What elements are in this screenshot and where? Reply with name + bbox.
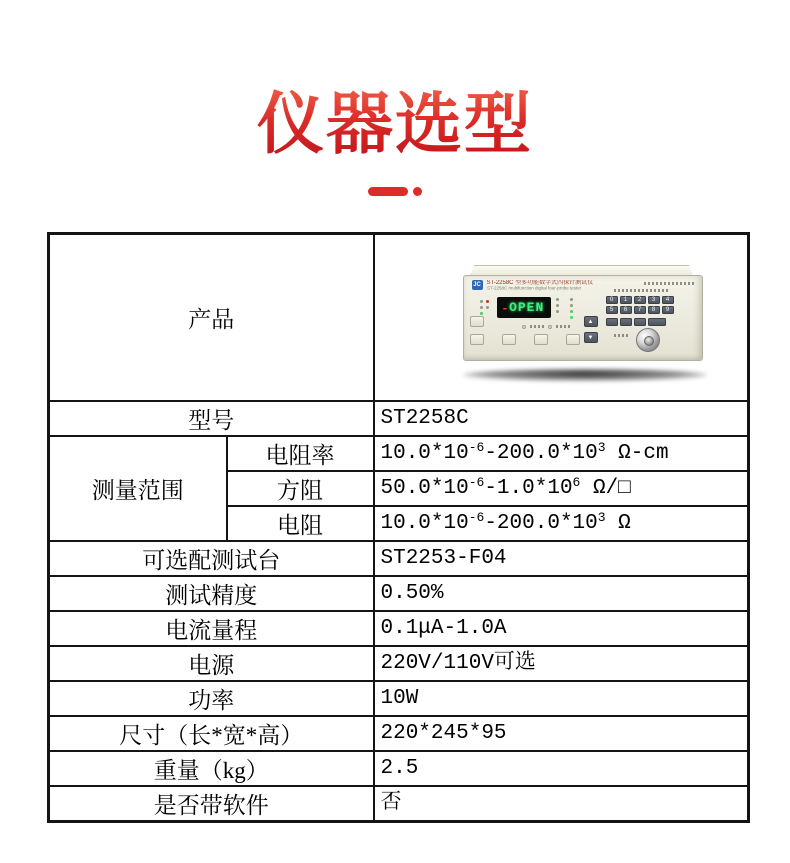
panel-subtitle: ST-2258C multifunction digital four-probe tester	[486, 286, 581, 292]
led-indicator-icon	[522, 325, 526, 329]
spec-label-cell: 电阻率	[227, 436, 374, 471]
keypad-key-8: 8	[648, 306, 660, 314]
spec-value-cell: ST2258C	[374, 401, 749, 436]
table-row-product	[49, 234, 749, 401]
title-underline	[0, 187, 790, 196]
spec-value-cell: 220*245*95	[374, 716, 749, 751]
arrow-down-key: ▼	[584, 332, 598, 343]
table-row-software	[49, 786, 749, 822]
table-row-model	[49, 401, 749, 436]
function-key-row	[606, 318, 666, 326]
panel-company-text	[644, 282, 696, 285]
spec-value-cell: 0.50%	[374, 576, 749, 611]
spec-label-cell: 电阻	[227, 506, 374, 541]
underline-dot-icon	[413, 187, 422, 196]
panel-title: ST-2258C 型多功能数字式四探针测试仪	[486, 280, 594, 286]
spec-value-cell: 220V/110V可选	[374, 646, 749, 681]
function-key	[620, 318, 632, 326]
spec-label-cell: 型号	[49, 401, 374, 436]
table-row-weight	[49, 751, 749, 786]
soft-key	[502, 334, 516, 345]
spec-label-cell: 尺寸（长*宽*高）	[49, 716, 374, 751]
page-title: 仪器选型	[0, 88, 790, 162]
display-text: OPEN	[509, 300, 545, 315]
probe-connector-icon	[636, 328, 660, 352]
spec-value-cell: $10.0*10^{-6}-200.0*10^3$ Ω	[374, 506, 749, 541]
spec-label-cell: 是否带软件	[49, 786, 374, 822]
table-row-resistivity	[49, 436, 749, 471]
keypad-key-0: 0	[606, 296, 618, 304]
spec-value-cell: 10W	[374, 681, 749, 716]
panel-fine-print	[556, 325, 570, 328]
device-shadow	[463, 369, 707, 381]
keypad-key-9: 9	[662, 306, 674, 314]
led-indicator-grid-icon	[556, 298, 559, 301]
spec-label-cell: 测试精度	[49, 576, 374, 611]
spec-table	[47, 232, 750, 823]
keypad-key-3: 3	[648, 296, 660, 304]
spec-value-cell: $10.0*10^{-6}-200.0*10^3$ Ω-cm	[374, 436, 749, 471]
function-key	[634, 318, 646, 326]
measurement-group-cell: 测量范围	[49, 436, 227, 541]
spec-label-cell: 电源	[49, 646, 374, 681]
product-label-cell: 产品	[49, 234, 374, 401]
soft-key	[470, 316, 484, 327]
keypad-key-1: 1	[620, 296, 632, 304]
keypad-key-2: 2	[634, 296, 646, 304]
spec-label-cell: 方阻	[227, 471, 374, 506]
spec-value-cell: 2.5	[374, 751, 749, 786]
device-front-panel	[463, 275, 703, 361]
table-row-test-stand	[49, 541, 749, 576]
spec-label-cell: 重量（kg）	[49, 751, 374, 786]
soft-key	[470, 334, 484, 345]
function-key-wide	[648, 318, 666, 326]
table-row-power	[49, 681, 749, 716]
panel-fine-print	[530, 325, 544, 328]
panel-fine-print	[614, 289, 670, 292]
display-sign: -	[502, 300, 508, 315]
keypad-key-7: 7	[634, 306, 646, 314]
table-row-dimensions	[49, 716, 749, 751]
keypad	[606, 296, 676, 314]
spec-value-cell: ST2253-F04	[374, 541, 749, 576]
arrow-up-key: ▲	[584, 316, 598, 327]
product-image-cell	[374, 234, 749, 401]
spec-label-cell: 功率	[49, 681, 374, 716]
connector-label	[614, 334, 628, 337]
led-indicator-icon	[548, 325, 552, 329]
led-indicator-icon	[480, 300, 483, 303]
soft-key	[534, 334, 548, 345]
table-row-accuracy	[49, 576, 749, 611]
keypad-key-4: 4	[662, 296, 674, 304]
device-header-text	[487, 280, 594, 292]
table-row-power-supply	[49, 646, 749, 681]
spec-label-cell: 可选配测试台	[49, 541, 374, 576]
brand-logo: JC	[473, 282, 481, 288]
spec-label-cell: 电流量程	[49, 611, 374, 646]
keypad-key-6: 6	[620, 306, 632, 314]
led-indicator-icon	[480, 306, 483, 309]
spec-value-cell: 0.1μA-1.0A	[374, 611, 749, 646]
led-indicator-icon	[480, 312, 483, 315]
function-key	[606, 318, 618, 326]
table-row-current-range	[49, 611, 749, 646]
device-photo	[463, 265, 703, 383]
keypad-key-5: 5	[606, 306, 618, 314]
spec-value-cell: 否	[374, 786, 749, 822]
soft-key	[566, 334, 580, 345]
underline-bar-icon	[368, 187, 408, 196]
spec-value-cell: $50.0*10^{-6}-1.0*10^6$ Ω/□	[374, 471, 749, 506]
led-display	[497, 297, 551, 318]
